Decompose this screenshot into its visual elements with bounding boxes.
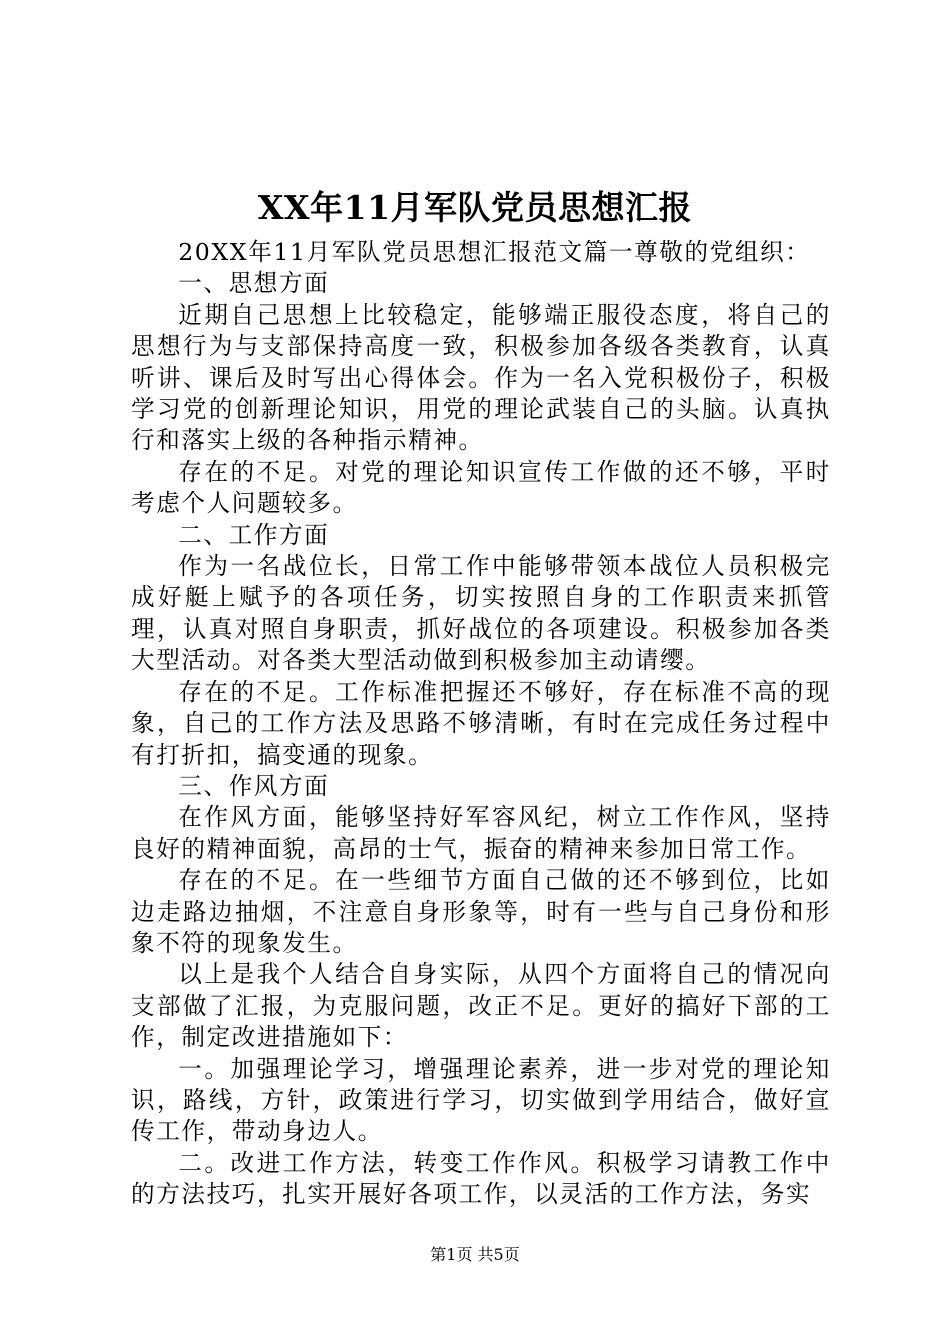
paragraph: 二。改进工作方法，转变工作作风。积极学习请教工作中的方法技巧，扎实开展好各项工作，以灵活的工作方法，务实 bbox=[131, 1148, 831, 1209]
section-heading-style: 三、作风方面 bbox=[178, 771, 330, 800]
paragraph: 近期自己思想上比较稳定，能够端正服役态度，将自己的思想行为与支部保持高度一致，积极参加各级各类教育，认真听讲、课后及时写出心得体会。作为一名入党积极份子，积极学习党的创新理论知识，用党的理论武装自己的头脑。认真执行和落实上级的各种指示精神。 bbox=[131, 300, 831, 455]
paragraph: 一。加强理论学习，增强理论素养，进一步对党的理论知识，路线，方针，政策进行学习，切实做到学用结合，做好宣传工作，带动身边人。 bbox=[131, 1054, 831, 1146]
paragraph: 以上是我个人结合自身实际，从四个方面将自己的情况向支部做了汇报，为克服问题，改正不足。更好的搞好下部的工作，制定改进措施如下： bbox=[131, 960, 831, 1052]
paragraph-intro: 20XX年11月军队党员思想汇报范文篇一尊敬的党组织： bbox=[178, 238, 811, 266]
document-title: XX年11月军队党员思想汇报 bbox=[257, 188, 693, 227]
section-heading-work: 二、工作方面 bbox=[178, 520, 330, 549]
paragraph: 存在的不足。在一些细节方面自己做的还不够到位，比如边走路边抽烟，不注意自身形象等，时有一些与自己身份和形象不符的现象发生。 bbox=[131, 866, 831, 957]
paragraph: 作为一名战位长，日常工作中能够带领本战位人员积极完成好艇上赋予的各项任务，切实按照自身的工作职责来抓管理，认真对照自身职责，抓好战位的各项建设。积极参加各类大型活动。对各类大型活动做到积极参加主动请缨。 bbox=[131, 552, 831, 675]
paragraph: 存在的不足。对党的理论知识宣传工作做的还不够，平时考虑个人问题较多。 bbox=[131, 457, 831, 518]
section-heading-thought: 一、思想方面 bbox=[178, 269, 330, 298]
paragraph: 在作风方面，能够坚持好军容风纪，树立工作作风，坚持良好的精神面貌，高昂的士气，振奋的精神来参加日常工作。 bbox=[131, 803, 831, 863]
document-body bbox=[131, 237, 831, 1211]
paragraph: 存在的不足。工作标准把握还不够好，存在标准不高的现象，自己的工作方法及思路不够清晰，有时在完成任务过程中有打折扣，搞变通的现象。 bbox=[131, 677, 831, 769]
page-footer: 第1页 共5页 bbox=[430, 1245, 520, 1264]
